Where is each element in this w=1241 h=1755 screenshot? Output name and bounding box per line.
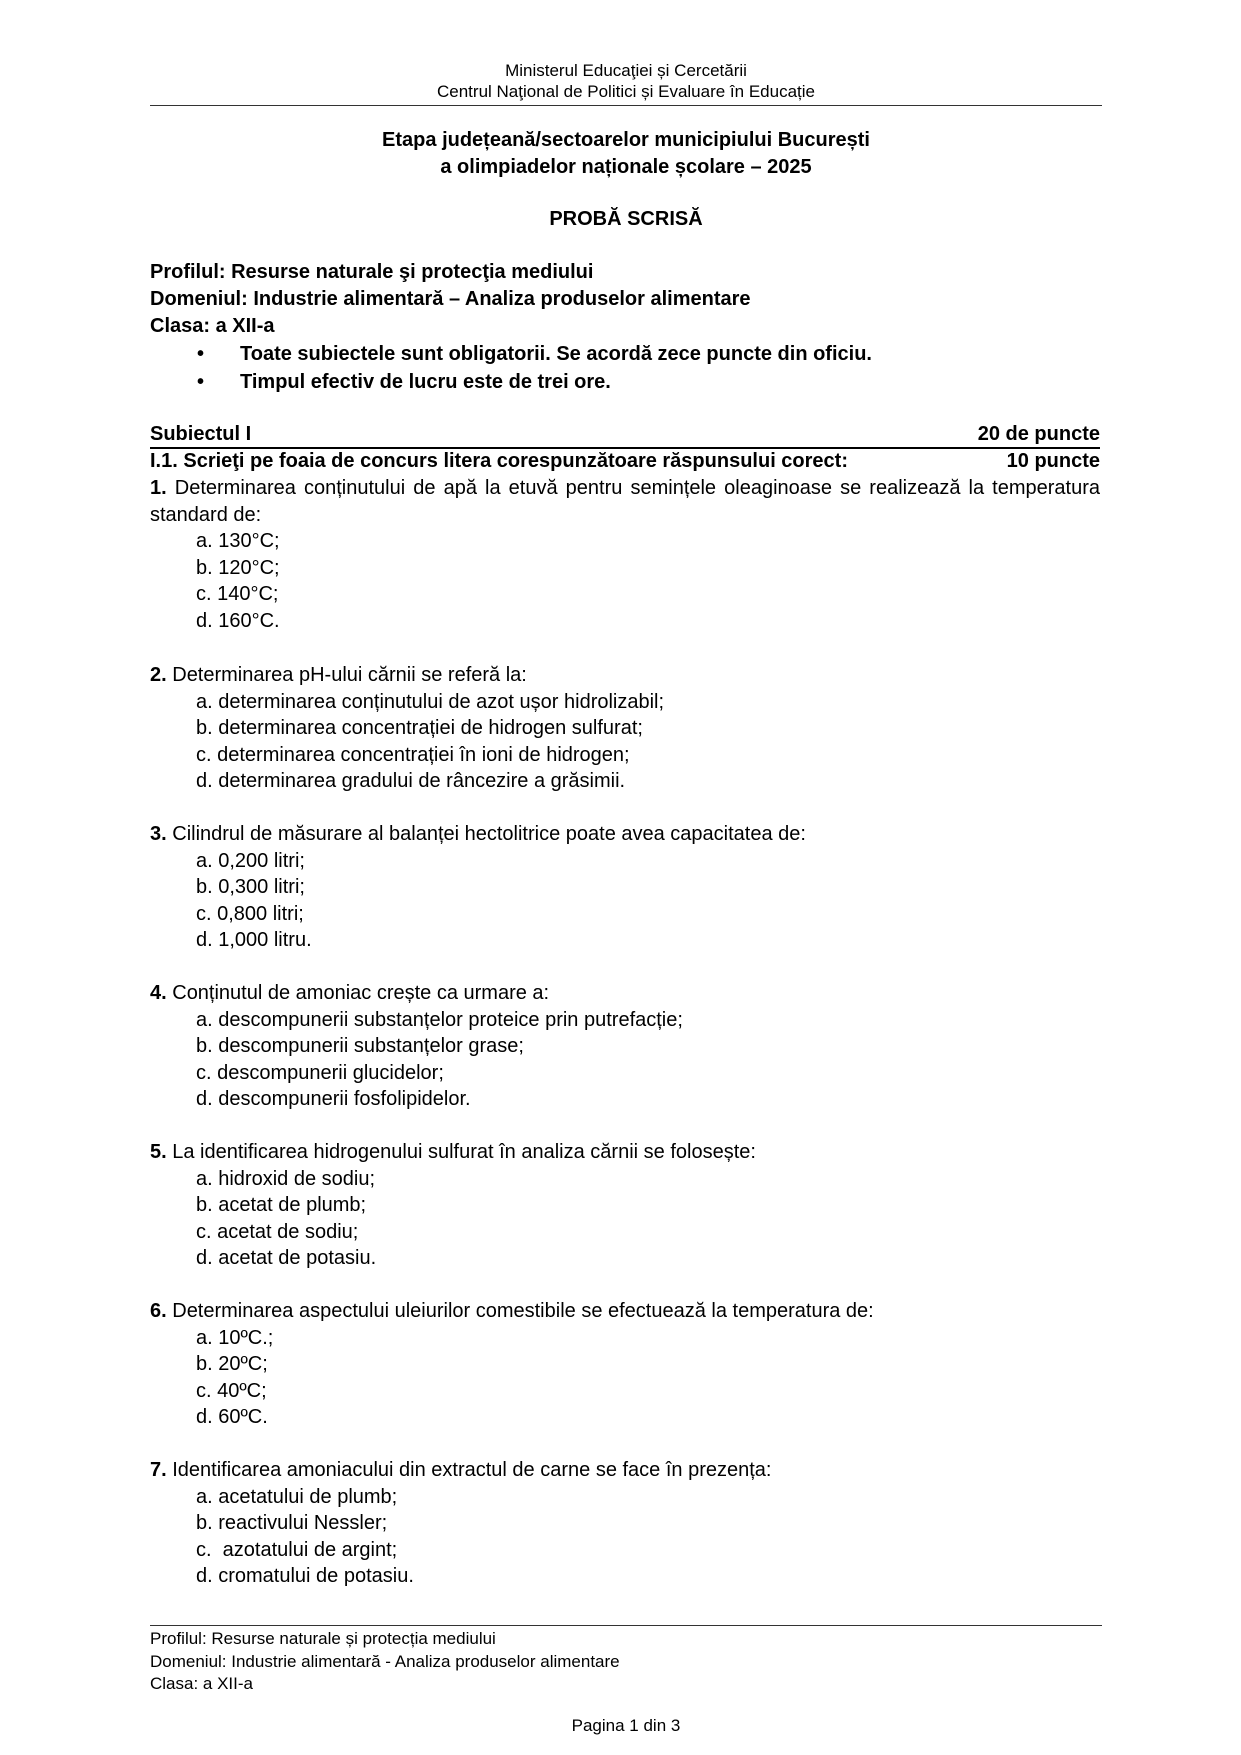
question-4 [150,980,1100,1113]
footer-info [150,1628,620,1696]
option-b: b. 0,300 litri; [196,876,305,899]
option-b: b. 120°C; [196,556,280,579]
question-number: 4. [150,982,167,1004]
question-number: 7. [150,1459,167,1481]
header-divider [150,105,1102,106]
option-a: a. determinarea conținutului de azot ușor hidrolizabil; [196,690,665,713]
option-a: a. hidroxid de sodiu; [196,1167,376,1190]
footer-profile: Profilul: Resurse naturale și protecția mediului [150,1629,496,1648]
question-number: 5. [150,1141,167,1163]
question-5 [150,1139,1100,1272]
option-d: d. descompunerii fosfolipidelor. [196,1088,471,1111]
bullet-icon: • [197,370,205,393]
subject-heading [150,421,1100,449]
footer-domain: Domeniul: Industrie alimentară - Analiza produselor alimentare [150,1651,620,1671]
option-a: a. 10ºC.; [196,1326,274,1349]
question-text: Identificarea amoniacului din extractul de carne se face în prezența: [166,1459,772,1481]
option-b: b. acetat de plumb; [196,1194,367,1217]
exam-type: PROBĂ SCRISĂ [549,208,703,230]
question-1 [150,475,1100,635]
option-a: a. descompunerii substanțelor proteice prin putrefacție; [196,1008,683,1031]
bullet-icon: • [197,343,205,365]
subject-title: Subiectul I [150,423,252,445]
option-b: b. determinarea concentrației de hidrogen sulfurat; [196,717,643,740]
question-text: Determinarea pH-ului cărnii se referă la: [166,664,527,686]
question-number: 6. [150,1300,167,1322]
ministry-name: Ministerul Educaţiei și Cercetării [505,61,747,80]
option-c: c. 0,800 litri; [196,902,304,925]
question-6 [150,1298,1100,1431]
question-3 [150,821,1100,954]
question-text: La identificarea hidrogenului sulfurat în analiza cărnii se folosește: [166,1141,756,1163]
question-text: Cilindrul de măsurare al balanței hectolitrice poate avea capacitatea de: [166,823,806,845]
option-c: c. 140°C; [196,583,279,606]
option-d: d. 1,000 litru. [196,929,312,952]
option-d: d. 60ºC. [196,1406,268,1429]
section-instruction [150,448,1100,474]
domain-label: Domeniul: Industrie alimentară – Analiza produselor alimentare [150,288,751,310]
page-number: Pagina 1 din 3 [571,1716,681,1735]
option-c: c. azotatului de argint; [196,1538,398,1561]
option-d: d. acetat de potasiu. [196,1247,377,1270]
profile-label: Profilul: Resurse naturale şi protecţia mediului [150,261,594,283]
question-text: Determinarea conținutului de apă la etuvă pentru semințele oleaginoase se realizează la temperatura standard de: [150,477,1100,526]
option-c: c. descompunerii glucidelor; [196,1061,444,1084]
option-a: a. acetatului de plumb; [196,1485,398,1508]
question-2 [150,662,1100,795]
question-7 [150,1457,1100,1590]
center-name: Centrul Naţional de Politici și Evaluare în Educație [437,82,815,101]
section-points: 10 puncte [1006,450,1100,472]
option-a: a. 0,200 litri; [196,849,305,872]
question-text: Conținutul de amoniac crește ca urmare a: [166,982,550,1004]
option-b: b. reactivului Nessler; [196,1512,388,1535]
rule-item: • Toate subiectele sunt obligatorii. Se acordă zece puncte din oficiu. [150,341,872,369]
option-c: c. acetat de sodiu; [196,1220,359,1243]
question-number: 2. [150,664,167,686]
footer-divider [150,1625,1102,1626]
olympiad-stage: Etapa județeană/sectoarelor municipiului București [382,129,870,151]
class-label: Clasa: a XII-a [150,315,275,337]
option-b: b. descompunerii substanțelor grase; [196,1035,524,1058]
option-d: d. determinarea gradului de râncezire a grăsimii. [196,770,626,793]
footer-class: Clasa: a XII-a [150,1674,253,1693]
section-text: I.1. Scrieţi pe foaia de concurs litera corespunzătoare răspunsului corect: [150,450,848,472]
question-text: Determinarea aspectului uleiurilor comestibile se efectuează la temperatura de: [166,1300,874,1322]
option-c: c. determinarea concentrației în ioni de hidrogen; [196,743,630,766]
option-b: b. 20ºC; [196,1353,268,1376]
option-a: a. 130°C; [196,530,280,553]
option-c: c. 40ºC; [196,1379,267,1402]
question-number: 1. [150,477,167,499]
rule-item: • Timpul efectiv de lucru este de trei ore. [150,369,872,397]
subject-points: 20 de puncte [977,423,1100,445]
rules-list [150,341,872,396]
question-number: 3. [150,823,167,845]
option-d: d. cromatului de potasiu. [196,1565,414,1588]
option-d: d. 160°C. [196,609,280,632]
olympiad-name: a olimpiadelor naționale școlare – 2025 [440,156,812,178]
